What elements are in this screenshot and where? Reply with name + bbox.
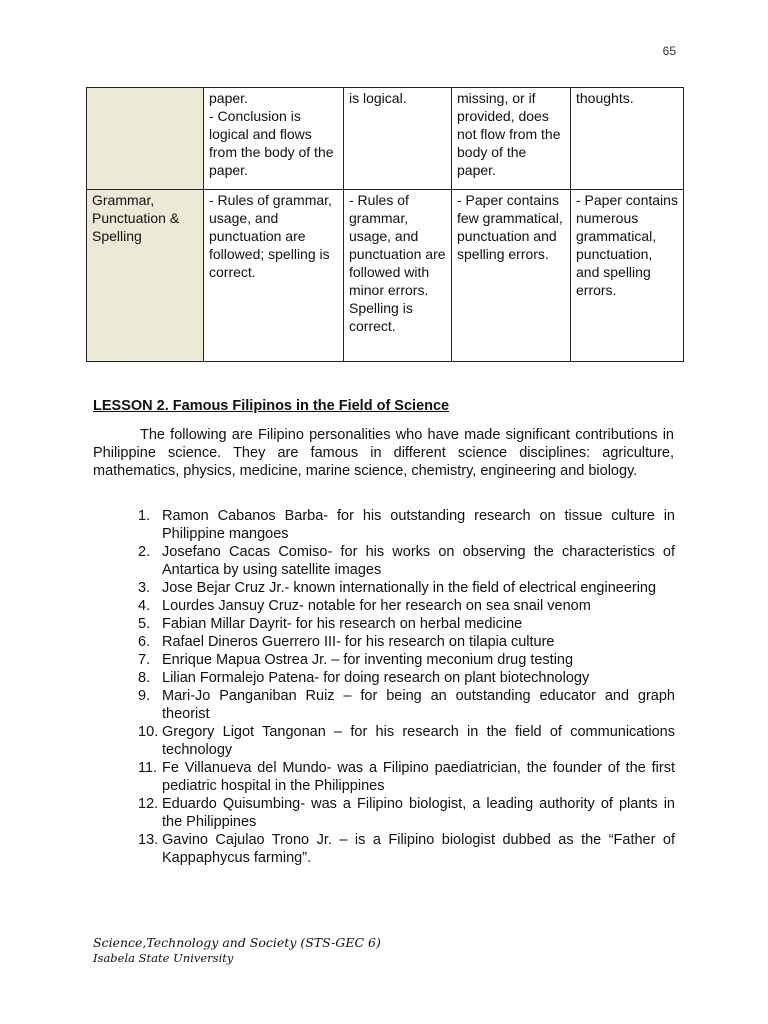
criteria-cell: Grammar, Punctuation & Spelling bbox=[87, 190, 204, 362]
table-row bbox=[87, 190, 684, 362]
list-number: 4. bbox=[138, 598, 151, 614]
list-text: Ramon Cabanos Barba- for his outstanding research on tissue culture in Philippine mangoes bbox=[162, 508, 675, 542]
list-number: 9. bbox=[138, 688, 151, 704]
list-text: Jose Bejar Cruz Jr.- known internationally in the field of electrical engineering bbox=[162, 580, 657, 596]
criteria-cell bbox=[87, 88, 204, 190]
list-number: 13. bbox=[138, 832, 159, 848]
list-number: 8. bbox=[138, 670, 151, 686]
list-text: Enrique Mapua Ostrea Jr. – for inventing meconium drug testing bbox=[162, 652, 574, 668]
list-item bbox=[138, 543, 675, 579]
rubric-cell: thoughts. bbox=[571, 88, 684, 190]
list-text: Lourdes Jansuy Cruz- notable for her research on sea snail venom bbox=[162, 598, 591, 614]
list-item bbox=[138, 615, 675, 633]
list-item bbox=[138, 579, 675, 597]
table-row bbox=[87, 88, 684, 190]
list-text: Eduardo Quisumbing- was a Filipino biologist, a leading authority of plants in the Philippines bbox=[162, 796, 675, 830]
list-number: 5. bbox=[138, 616, 151, 632]
famous-filipinos-list bbox=[138, 507, 675, 867]
list-text: Fe Villanueva del Mundo- was a Filipino paediatrician, the founder of the first pediatric hospital in the Philippines bbox=[162, 760, 675, 794]
rubric-cell: - Paper contains few grammatical, punctuation and spelling errors. bbox=[452, 190, 571, 362]
rubric-table bbox=[86, 87, 684, 362]
list-item bbox=[138, 831, 675, 867]
list-number: 1. bbox=[138, 508, 151, 524]
list-item bbox=[138, 597, 675, 615]
list-number: 12. bbox=[138, 796, 159, 812]
rubric-cell: missing, or if provided, does not flow from the body of the paper. bbox=[452, 88, 571, 190]
rubric-cell-text: paper. - Conclusion is logical and flows from the body of the paper. bbox=[209, 90, 334, 178]
list-item bbox=[138, 759, 675, 795]
list-number: 10. bbox=[138, 724, 159, 740]
list-text: Rafael Dineros Guerrero III- for his research on tilapia culture bbox=[162, 634, 555, 650]
rubric-cell bbox=[204, 88, 344, 190]
list-item bbox=[138, 795, 675, 831]
rubric-cell: - Paper contains numerous grammatical, punctuation, and spelling errors. bbox=[571, 190, 684, 362]
rubric-cell: is logical. bbox=[344, 88, 452, 190]
list-item bbox=[138, 651, 675, 669]
list-item bbox=[138, 723, 675, 759]
list-item bbox=[138, 633, 675, 651]
list-number: 11. bbox=[138, 760, 158, 776]
footer-course: Science,Technology and Society (STS-GEC 6) bbox=[93, 935, 381, 950]
intro-paragraph: The following are Filipino personalities who have made significant contributions in Philippine science. They are famous in different science disciplines: agriculture, mathematics, physics, medicine, marine science, chemistry, engineering and biology. bbox=[93, 427, 674, 479]
list-text: Gregory Ligot Tangonan – for his research in the field of communications technology bbox=[162, 724, 675, 758]
rubric-cell: - Rules of grammar, usage, and punctuation are followed with minor errors. Spelling is correct. bbox=[344, 190, 452, 362]
list-item bbox=[138, 687, 675, 723]
list-text: Josefano Cacas Comiso- for his works on observing the characteristics of Antartica by using satellite images bbox=[162, 544, 675, 578]
list-item bbox=[138, 507, 675, 543]
list-text: Mari-Jo Panganiban Ruiz – for being an outstanding educator and graph theorist bbox=[162, 688, 675, 722]
lesson-title: LESSON 2. Famous Filipinos in the Field of Science bbox=[93, 398, 450, 414]
footer-university: Isabela State University bbox=[93, 951, 234, 965]
list-text: Fabian Millar Dayrit- for his research on herbal medicine bbox=[162, 616, 523, 632]
page-footer bbox=[93, 935, 381, 965]
list-number: 3. bbox=[138, 580, 151, 596]
list-item bbox=[138, 669, 675, 687]
list-number: 6. bbox=[138, 634, 151, 650]
list-text: Lilian Formalejo Patena- for doing research on plant biotechnology bbox=[162, 670, 590, 686]
rubric-cell: - Rules of grammar, usage, and punctuation are followed; spelling is correct. bbox=[204, 190, 344, 362]
page-number: 65 bbox=[662, 44, 676, 58]
list-number: 2. bbox=[138, 544, 151, 560]
list-number: 7. bbox=[138, 652, 151, 668]
list-text: Gavino Cajulao Trono Jr. – is a Filipino biologist dubbed as the “Father of Kappaphycus farming”. bbox=[162, 832, 675, 866]
